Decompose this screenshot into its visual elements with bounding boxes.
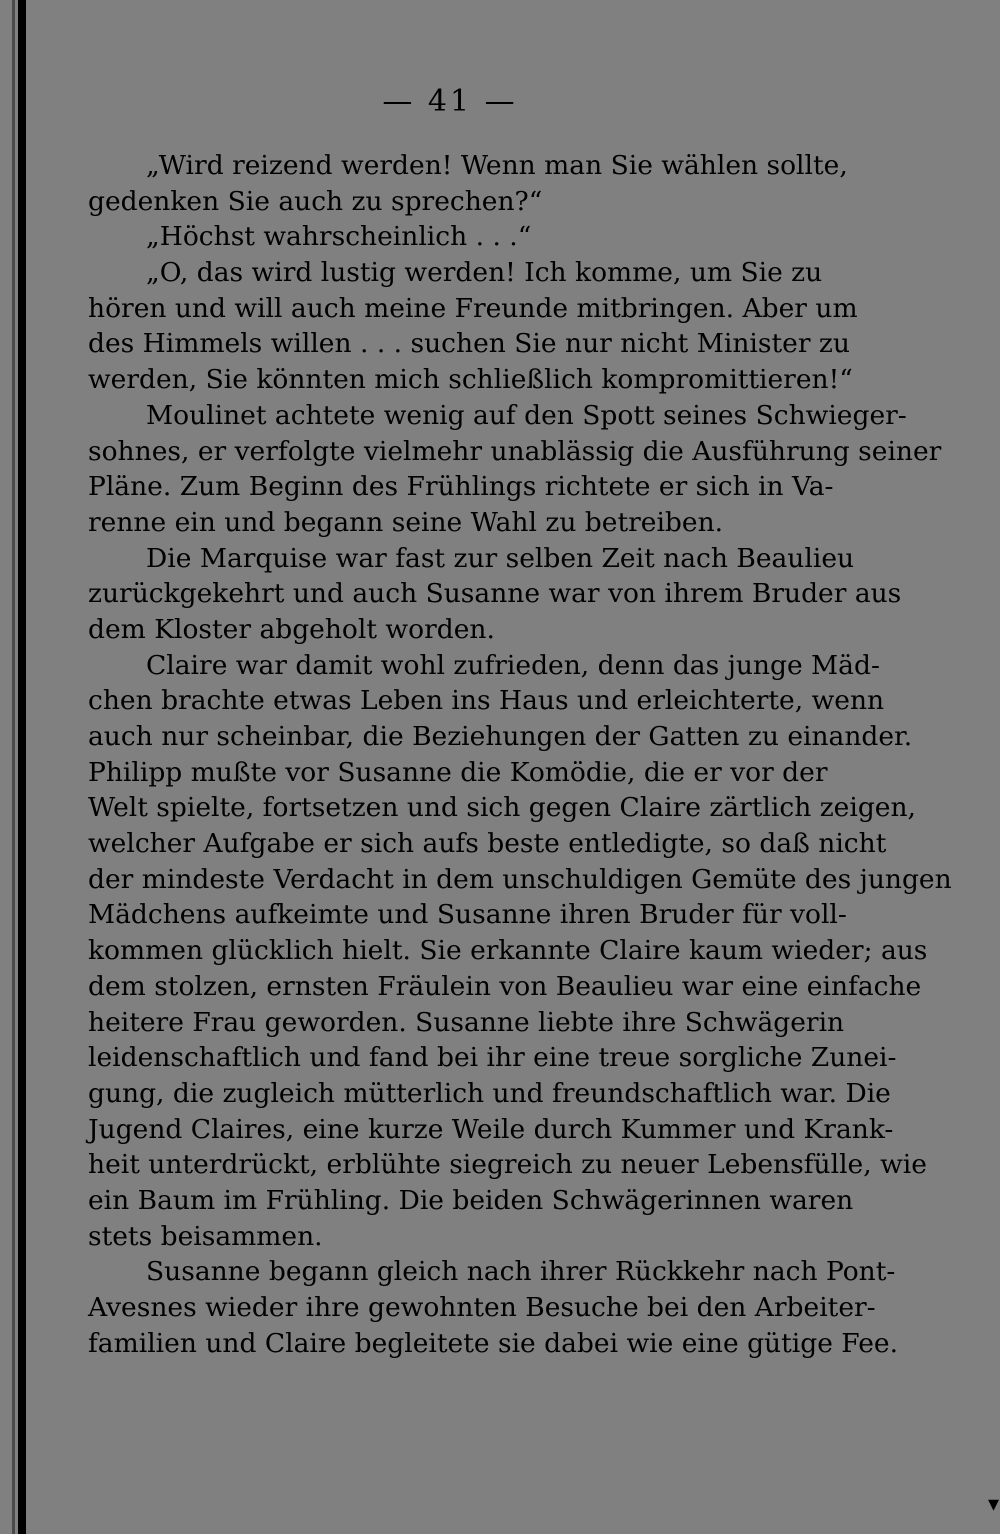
text-line: welcher Aufgabe er sich aufs beste entledigte, so daß nicht [88,828,887,860]
text-line: Philipp mußte vor Susanne die Komödie, die er vor der [88,756,828,788]
text-line: Mädchens aufkeimte und Susanne ihren Bruder für voll- [88,899,847,931]
text-line: kommen glücklich hielt. Sie erkannte Claire kaum wieder; aus [88,935,928,967]
text-line: ein Baum im Frühling. Die beiden Schwägerinnen waren [88,1184,854,1216]
text-line: sohnes, er verfolgte vielmehr unablässig die Ausführung seiner [88,435,942,467]
text-line: dem Kloster abgeholt worden. [88,613,495,645]
text-line: der mindeste Verdacht in dem unschuldigen Gemüte des jungen [88,863,952,895]
book-spine-edge [18,0,26,1534]
page-number: — 41 — [382,84,518,119]
text-line: Welt spielte, fortsetzen und sich gegen Claire zärtlich zeigen, [88,792,916,824]
text-line: „Wird reizend werden! Wenn man Sie wählen sollte, [146,150,848,181]
page-edge-shadow [12,0,15,1534]
text-line: familien und Claire begleitete sie dabei wie eine gütige Fee. [88,1327,899,1359]
text-line: Jugend Claires, eine kurze Weile durch Kummer und Krank- [88,1113,894,1145]
text-line: hören und will auch meine Freunde mitbringen. Aber um [88,292,858,324]
text-line: zurückgekehrt und auch Susanne war von ihrem Bruder aus [88,578,902,610]
text-line: „Höchst wahrscheinlich . . .“ [146,221,532,253]
text-line: stets beisammen. [88,1220,323,1252]
text-line: Claire war damit wohl zufrieden, denn das junge Mäd- [146,649,880,681]
edge-mark: ▾ [988,1492,1000,1517]
text-line: gung, die zugleich mütterlich und freundschaftlich war. Die [88,1077,891,1109]
text-line: des Himmels willen . . . suchen Sie nur nicht Minister zu [88,328,850,360]
text-line: Pläne. Zum Beginn des Frühlings richtete er sich in Va- [88,471,834,503]
text-line: chen brachte etwas Leben ins Haus und erleichterte, wenn [88,685,885,717]
text-line: leidenschaftlich und fand bei ihr eine treue sorgliche Zunei- [88,1042,897,1074]
body-text [88,148,952,1361]
text-line: heitere Frau geworden. Susanne liebte ihre Schwägerin [88,1006,845,1038]
text-line: werden, Sie könnten mich schließlich kompromittieren!“ [88,364,853,396]
text-line: Moulinet achtete wenig auf den Spott seines Schwieger- [146,399,907,431]
text-line: Avesnes wieder ihre gewohnten Besuche bei den Arbeiter- [88,1292,876,1323]
text-line: „O, das wird lustig werden! Ich komme, um Sie zu [146,257,823,289]
text-line: dem stolzen, ernsten Fräulein von Beaulieu war eine einfache [88,970,922,1002]
text-line: heit unterdrückt, erblühte siegreich zu neuer Lebensfülle, wie [88,1149,927,1181]
text-line: Die Marquise war fast zur selben Zeit nach Beaulieu [146,542,855,574]
text-line: auch nur scheinbar, die Beziehungen der Gatten zu einander. [88,721,913,752]
text-line: Susanne begann gleich nach ihrer Rückkehr nach Pont- [146,1256,896,1288]
text-line: renne ein und begann seine Wahl zu betreiben. [88,506,724,538]
text-line: gedenken Sie auch zu sprechen?“ [88,185,543,217]
